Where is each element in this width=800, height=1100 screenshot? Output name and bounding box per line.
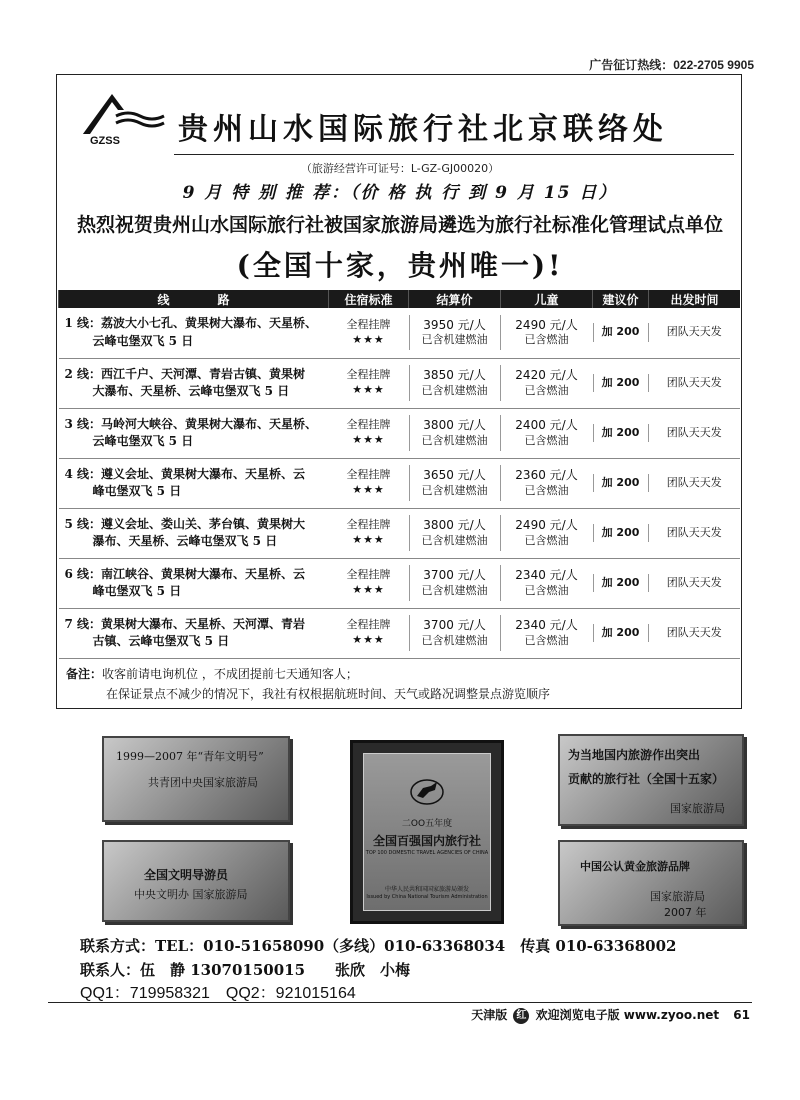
child-note: 已含燃油: [524, 633, 569, 647]
child-cell: [501, 508, 593, 558]
award-4-title: 中国公认黄金旅游品牌: [580, 860, 690, 873]
child-price: 2490 元/人: [515, 318, 578, 333]
price-cell: [409, 308, 501, 358]
contact-block: [80, 934, 676, 1006]
price-cell: [409, 608, 501, 658]
route-cell: [59, 608, 329, 658]
route-line-1: 6 线：南江峡谷、黄果树大瀑布、天星桥、云: [64, 566, 306, 581]
col-standard: 住宿标准: [329, 290, 409, 308]
suggest-cell: [593, 608, 649, 658]
child-price: 2420 元/人: [515, 368, 578, 383]
child-note: 已含燃油: [524, 383, 569, 397]
col-price: 结算价: [409, 290, 501, 308]
price-value: 3800 元/人: [423, 518, 486, 533]
standard-text: 全程挂牌: [346, 317, 391, 331]
suggest-cell: [593, 508, 649, 558]
table-row: [59, 308, 741, 358]
price-cell: [409, 408, 501, 458]
suggest-price: 加 200: [593, 624, 649, 643]
child-note: 已含燃油: [524, 483, 569, 497]
child-price: 2400 元/人: [515, 418, 578, 433]
suggest-price: 加 200: [593, 323, 649, 342]
contact-phones: 联系方式：TEL：010-51658090（多线）010-63368034 传真 010-63368002: [80, 937, 677, 955]
col-depart: 出发时间: [649, 290, 741, 308]
red-badge-icon: 红: [513, 1008, 529, 1024]
child-price: 2340 元/人: [515, 618, 578, 633]
route-line-1: 7 线：黄果树大瀑布、天星桥、天河潭、青岩: [64, 616, 306, 631]
award-youth-civilization: [102, 736, 290, 822]
standard-text: 全程挂牌: [346, 518, 391, 532]
route-cell: [59, 558, 329, 608]
standard-cell: [329, 508, 409, 558]
table-row: [59, 508, 741, 558]
award-3-line-1: 为当地国内旅游作出突出: [568, 748, 701, 762]
price-value: 3800 元/人: [423, 418, 486, 433]
depart-cell: 团队天天发: [649, 308, 741, 358]
depart-cell: 团队天天发: [649, 508, 741, 558]
award-2-issuer: 中央文明办 国家旅游局: [134, 888, 248, 901]
table-row: [59, 358, 741, 408]
route-line-1: 4 线：遵义会址、黄果树大瀑布、天星桥、云: [64, 466, 306, 481]
child-note: 已含燃油: [524, 583, 569, 597]
stars-rating: ★★★: [352, 332, 385, 346]
standard-cell: [329, 458, 409, 508]
stars-rating: ★★★: [352, 383, 385, 396]
footer: [471, 1006, 750, 1024]
suggest-cell: [593, 458, 649, 508]
award-civilized-guide: [102, 840, 290, 922]
award-2-title: 全国文明导游员: [144, 868, 229, 882]
route-cell: [59, 358, 329, 408]
price-value: 3850 元/人: [423, 368, 486, 383]
header-divider: [174, 154, 734, 155]
col-child: 儿童: [501, 290, 593, 308]
price-cell: [409, 558, 501, 608]
child-note: 已含燃油: [524, 533, 569, 547]
horse-emblem-icon: [409, 776, 445, 806]
price-value: 3950 元/人: [423, 318, 486, 333]
standard-text: 全程挂牌: [346, 368, 391, 382]
logo-text: GZSS: [90, 135, 120, 146]
price-note: 已含机建燃油: [421, 633, 488, 647]
notes-title: 备注：: [66, 667, 103, 681]
route-line-2: 瀑布、天星桥、云峰屯堡双飞 5 日: [92, 534, 278, 548]
route-line-2: 峰屯堡双飞 5 日: [92, 484, 182, 498]
route-line-2: 大瀑布、天星桥、云峰屯堡双飞 5 日: [92, 384, 290, 398]
child-cell: [501, 408, 593, 458]
ad-hotline: 广告征订热线：022-2705 9905: [589, 58, 754, 72]
routes-table: [58, 290, 740, 659]
route-cell: [59, 458, 329, 508]
standard-cell: [329, 308, 409, 358]
stars-rating: ★★★: [352, 633, 385, 646]
price-note: 已含机建燃油: [421, 333, 488, 347]
route-line-1: 2 线：西江千户、天河潭、青岩古镇、黄果树: [64, 366, 306, 381]
footer-edition: 天津版: [471, 1008, 508, 1022]
special-recommendation: 9 月 特 别 推 荐：（价 格 执 行 到 9 月 15 日）: [182, 183, 618, 203]
route-cell: [59, 408, 329, 458]
award-1-issuer: 共青团中央国家旅游局: [148, 776, 258, 789]
standard-text: 全程挂牌: [346, 568, 391, 582]
col-suggest: 建议价: [593, 290, 649, 308]
award-4-issuer: 国家旅游局: [650, 890, 705, 903]
award-domestic-tourism: [558, 734, 744, 826]
congratulation-banner: 热烈祝贺贵州山水国际旅行社被国家旅游局遴选为旅行社标准化管理试点单位: [76, 214, 723, 236]
price-cell: [409, 458, 501, 508]
price-value: 3700 元/人: [423, 618, 486, 633]
suggest-price: 加 200: [593, 374, 649, 393]
route-line-2: 云峰屯堡双飞 5 日: [92, 434, 194, 448]
price-note: 已含机建燃油: [421, 433, 488, 447]
child-cell: [501, 558, 593, 608]
price-value: 3700 元/人: [423, 568, 486, 583]
plaque-title: 全国百强国内旅行社: [372, 834, 481, 848]
route-line-2: 峰屯堡双飞 5 日: [92, 584, 182, 598]
plaque-issuer-english: Issued by China National Tourism Administration: [366, 894, 488, 900]
agency-name: 贵州山水国际旅行社北京联络处: [178, 112, 668, 147]
child-cell: [501, 458, 593, 508]
stars-rating: ★★★: [352, 583, 385, 596]
standard-cell: [329, 408, 409, 458]
route-line-1: 1 线：荔波大小七孔、黄果树大瀑布、天星桥、: [64, 316, 318, 331]
license-number: （旅游经营许可证号：L-GZ-GJ00020）: [300, 162, 500, 175]
contact-qq: QQ1：719958321 QQ2：921015164: [80, 985, 356, 1002]
standard-text: 全程挂牌: [346, 418, 391, 432]
top100-plaque: [350, 740, 504, 924]
table-row: [59, 558, 741, 608]
price-cell: [409, 508, 501, 558]
award-4-year: 2007 年: [664, 906, 707, 919]
price-note: 已含机建燃油: [421, 383, 488, 397]
plaque-english-title: TOP 100 DOMESTIC TRAVEL AGENCIES OF CHINA: [365, 850, 489, 856]
notes-line-2: 在保证景点不减少的情况下，我社有权根据航班时间、天气或路况调整景点游览顺序: [106, 687, 551, 701]
table-header-row: [59, 290, 741, 308]
suggest-price: 加 200: [593, 574, 649, 593]
suggest-cell: [593, 408, 649, 458]
notes: [66, 664, 736, 704]
col-route: 线 路: [59, 290, 329, 308]
standard-text: 全程挂牌: [346, 618, 391, 632]
price-note: 已含机建燃油: [421, 583, 488, 597]
award-1-title: 1999—2007 年“青年文明号”: [116, 750, 264, 763]
suggest-price: 加 200: [593, 524, 649, 543]
suggest-cell: [593, 308, 649, 358]
award-3-issuer: 国家旅游局: [670, 802, 725, 815]
child-note: 已含燃油: [524, 333, 569, 347]
suggest-cell: [593, 558, 649, 608]
child-price: 2490 元/人: [515, 518, 578, 533]
price-note: 已含机建燃油: [421, 483, 488, 497]
price-value: 3650 元/人: [423, 468, 486, 483]
standard-cell: [329, 358, 409, 408]
depart-cell: 团队天天发: [649, 558, 741, 608]
contact-persons: 联系人：伍 静 13070150015 张欣 小梅: [80, 961, 411, 979]
table-row: [59, 408, 741, 458]
route-cell: [59, 308, 329, 358]
national-slogan: (全国十家，贵州唯一)!: [236, 249, 564, 282]
suggest-price: 加 200: [593, 474, 649, 493]
standard-cell: [329, 608, 409, 658]
child-cell: [501, 358, 593, 408]
page-number: 61: [733, 1008, 750, 1022]
route-cell: [59, 508, 329, 558]
suggest-price: 加 200: [593, 424, 649, 443]
depart-cell: 团队天天发: [649, 408, 741, 458]
plaque-year: 二OO五年度: [401, 819, 453, 829]
child-price: 2360 元/人: [515, 468, 578, 483]
child-price: 2340 元/人: [515, 568, 578, 583]
price-cell: [409, 358, 501, 408]
standard-text: 全程挂牌: [346, 468, 391, 482]
stars-rating: ★★★: [352, 433, 385, 446]
footer-website-text[interactable]: 欢迎浏览电子版 www.zyoo.net: [535, 1008, 720, 1022]
child-note: 已含燃油: [524, 433, 569, 447]
plaque-face: [363, 753, 491, 911]
table-row: [59, 458, 741, 508]
plaque-issuer: 中华人民共和国国家旅游局颁发: [384, 886, 469, 893]
route-line-1: 3 线：马岭河大峡谷、黄果树大瀑布、天星桥、: [64, 416, 318, 431]
route-line-1: 5 线：遵义会址、娄山关、茅台镇、黄果树大: [64, 516, 306, 531]
depart-cell: 团队天天发: [649, 608, 741, 658]
stars-rating: ★★★: [352, 533, 385, 546]
depart-cell: 团队天天发: [649, 458, 741, 508]
child-cell: [501, 308, 593, 358]
child-cell: [501, 608, 593, 658]
award-3-line-2: 贡献的旅行社（全国十五家）: [568, 772, 725, 786]
footer-rule: [48, 1002, 752, 1003]
route-line-2: 云峰屯堡双飞 5 日: [92, 333, 194, 348]
price-note: 已含机建燃油: [421, 533, 488, 547]
award-golden-brand: [558, 840, 744, 926]
standard-cell: [329, 558, 409, 608]
table-row: [59, 608, 741, 658]
route-line-2: 古镇、云峰屯堡双飞 5 日: [92, 634, 230, 648]
stars-rating: ★★★: [352, 483, 385, 496]
suggest-cell: [593, 358, 649, 408]
notes-line-1: 收客前请电询机位 ，不成团提前七天通知客人；: [102, 667, 358, 681]
gzss-logo-icon: [72, 88, 176, 146]
depart-cell: 团队天天发: [649, 358, 741, 408]
